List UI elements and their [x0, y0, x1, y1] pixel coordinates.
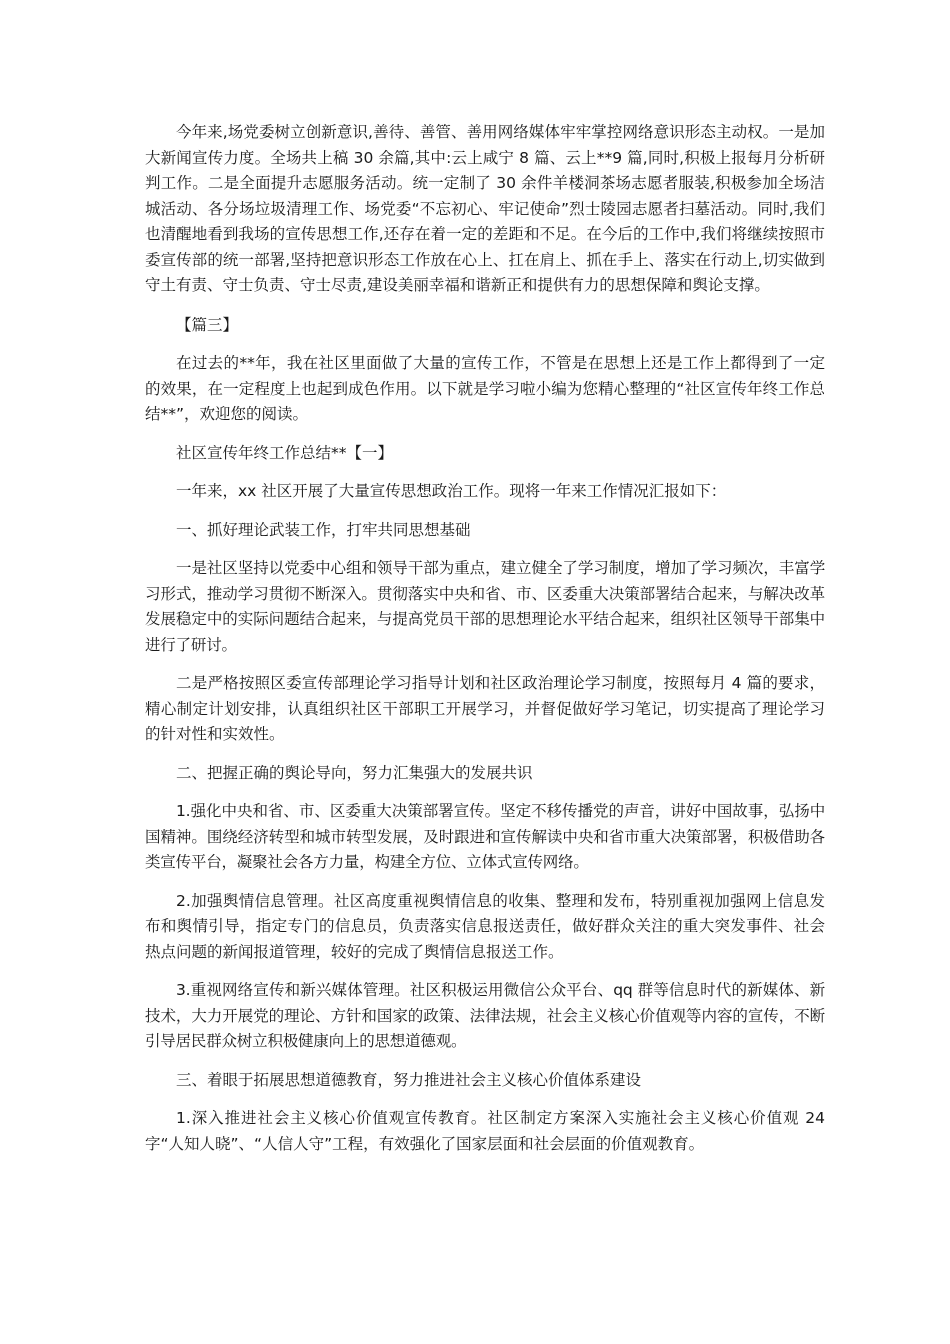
- paragraph-section-two-2: 2.加强舆情信息管理。社区高度重视舆情信息的收集、整理和发布，特别重视加强网上信息发布和舆情引导，指定专门的信息员，负责落实信息报送责任，做好群众关注的重大突发事件、社会热点问题的新闻报道管理，较好的完成了舆情信息报送工作。: [145, 891, 825, 961]
- paragraph-intro: 今年来,场党委树立创新意识,善待、善管、善用网络媒体牢牢掌控网络意识形态主动权。一是加大新闻宣传力度。全场共上稿 30 余篇,其中:云上咸宁 8 篇、云上**9 篇,同时,积极上报每月分析研判工作。二是全面提升志愿服务活动。统一定制了 30 余件羊楼洞茶场志愿者服装,积极参加全场洁城活动、各分场垃圾清理工作、场党委“不忘初心、牢记使命”烈士陵园志愿者扫墓活动。同时,我们也清醒地看到我场的宣传思想工作,还存在着一定的差距和不足。在今后的工作中,我们将继续按照市委宣传部的统一部署,坚持把意识形态工作放在心上、扛在肩上、抓在手上、落实在行动上,切实做到守土有责、守士负责、守士尽责,建设美丽幸福和谐新正和提供有力的思想保障和舆论支撑。: [145, 123, 825, 294]
- paragraph-section-two-3: 3.重视网络宣传和新兴媒体管理。社区积极运用微信公众平台、qq 群等信息时代的新媒体、新技术，大力开展党的理论、方针和国家的政策、法律法规，社会主义核心价值观等内容的宣传，不断引导居民群众树立积极健康向上的思想道德观。: [145, 981, 825, 1050]
- paragraph-section-one-b: 二是严格按照区委宣传部理论学习指导计划和社区政治理论学习制度，按照每月 4 篇的要求，精心制定计划安排，认真组织社区干部职工开展学习，并督促做好学习笔记，切实提高了理论学习的针对性和实效性。: [145, 674, 825, 743]
- paragraph-section-three-1: 1.深入推进社会主义核心价值观宣传教育。社区制定方案深入实施社会主义核心价值观 24 字“人知人晓”、“人信人守”工程，有效强化了国家层面和社会层面的价值观教育。: [145, 1109, 825, 1153]
- heading-section-one: 一、抓好理论武装工作，打牢共同思想基础: [176, 520, 471, 539]
- document-body: [145, 120, 825, 1170]
- summary-title: 社区宣传年终工作总结**【一】: [176, 443, 394, 462]
- paragraph-preface: 在过去的**年，我在社区里面做了大量的宣传工作，不管是在思想上还是工作上都得到了一定的效果，在一定程度上也起到成色作用。以下就是学习啦小编为您精心整理的“社区宣传年终工作总结**”，欢迎您的阅读。: [145, 354, 825, 423]
- paragraph-section-one-a: 一是社区坚持以党委中心组和领导干部为重点，建立健全了学习制度，增加了学习频次，丰富学习形式，推动学习贯彻不断深入。贯彻落实中央和省、市、区委重大决策部署结合起来，与解决改革发展稳定中的实际问题结合起来，与提高党员干部的思想理论水平结合起来，组织社区领导干部集中进行了研讨。: [145, 559, 825, 654]
- paragraph-overview: 一年来，xx 社区开展了大量宣传思想政治工作。现将一年来工作情况汇报如下：: [176, 482, 727, 500]
- heading-section-two: 二、把握正确的舆论导向，努力汇集强大的发展共识: [176, 763, 533, 782]
- section-title-part-three: 【篇三】: [176, 315, 239, 334]
- paragraph-section-two-1: 1.强化中央和省、市、区委重大决策部署宣传。坚定不移传播党的声音，讲好中国故事，弘扬中国精神。围绕经济转型和城市转型发展，及时跟进和宣传解读中央和省市重大决策部署，积极借助各类宣传平台，凝聚社会各方力量，构建全方位、立体式宣传网络。: [145, 802, 825, 871]
- heading-section-three: 三、着眼于拓展思想道德教育，努力推进社会主义核心价值体系建设: [176, 1070, 642, 1089]
